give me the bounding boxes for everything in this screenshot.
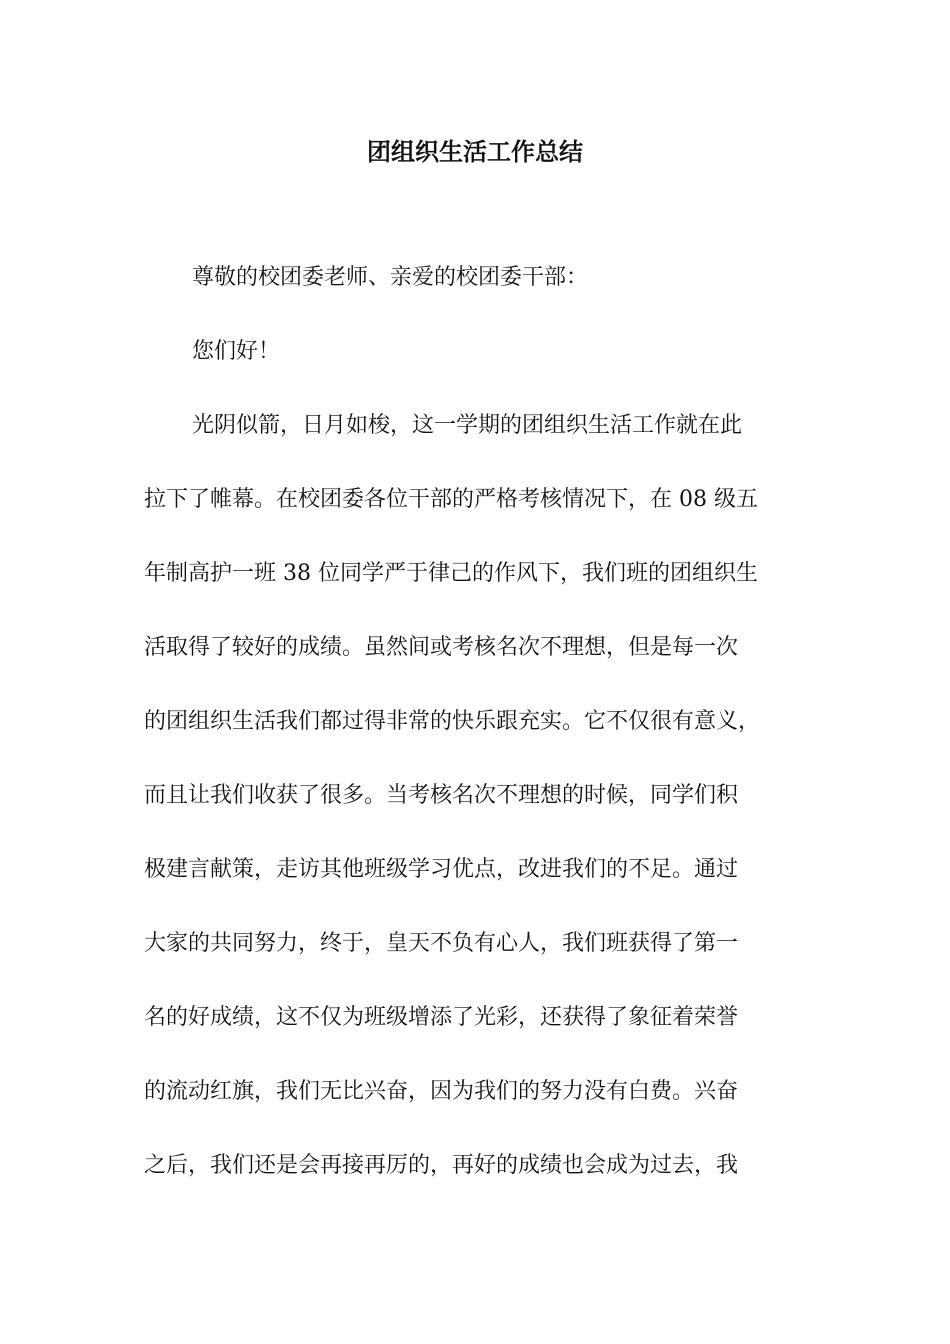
paragraph-line: 的流动红旗，我们无比兴奋，因为我们的努力没有白费。兴奋: [144, 1079, 739, 1104]
paragraph-line: 而且让我们收获了很多。当考核名次不理想的时候，同学们积: [144, 783, 739, 808]
paragraph-line: 的团组织生活我们都过得非常的快乐跟充实。它不仅很有意义，: [144, 709, 761, 734]
paragraph-line: 之后，我们还是会再接再厉的，再好的成绩也会成为过去，我: [144, 1153, 739, 1178]
paragraph-line: 名的好成绩，这不仅为班级增添了光彩，还获得了象征着荣誉: [144, 1005, 739, 1030]
document-title: 团组织生活工作总结: [367, 137, 583, 166]
paragraph-line: 拉下了帷幕。在校团委各位干部的严格考核情况下，在 08 级五: [144, 487, 758, 512]
paragraph-line: 光阴似箭，日月如梭，这一学期的团组织生活工作就在此: [192, 413, 743, 438]
paragraph-line: 极建言献策，走访其他班级学习优点，改进我们的不足。通过: [144, 857, 739, 882]
paragraph-line: 年制高护一班 38 位同学严于律己的作风下，我们班的团组织生: [144, 561, 758, 586]
paragraph-line: 大家的共同努力，终于，皇天不负有心人，我们班获得了第一: [144, 931, 739, 956]
paragraph-line: 活取得了较好的成绩。虽然间或考核名次不理想，但是每一次: [144, 635, 739, 660]
greeting-line: 您们好！: [192, 339, 281, 364]
salutation-line: 尊敬的校团委老师、亲爱的校团委干部：: [192, 265, 589, 290]
